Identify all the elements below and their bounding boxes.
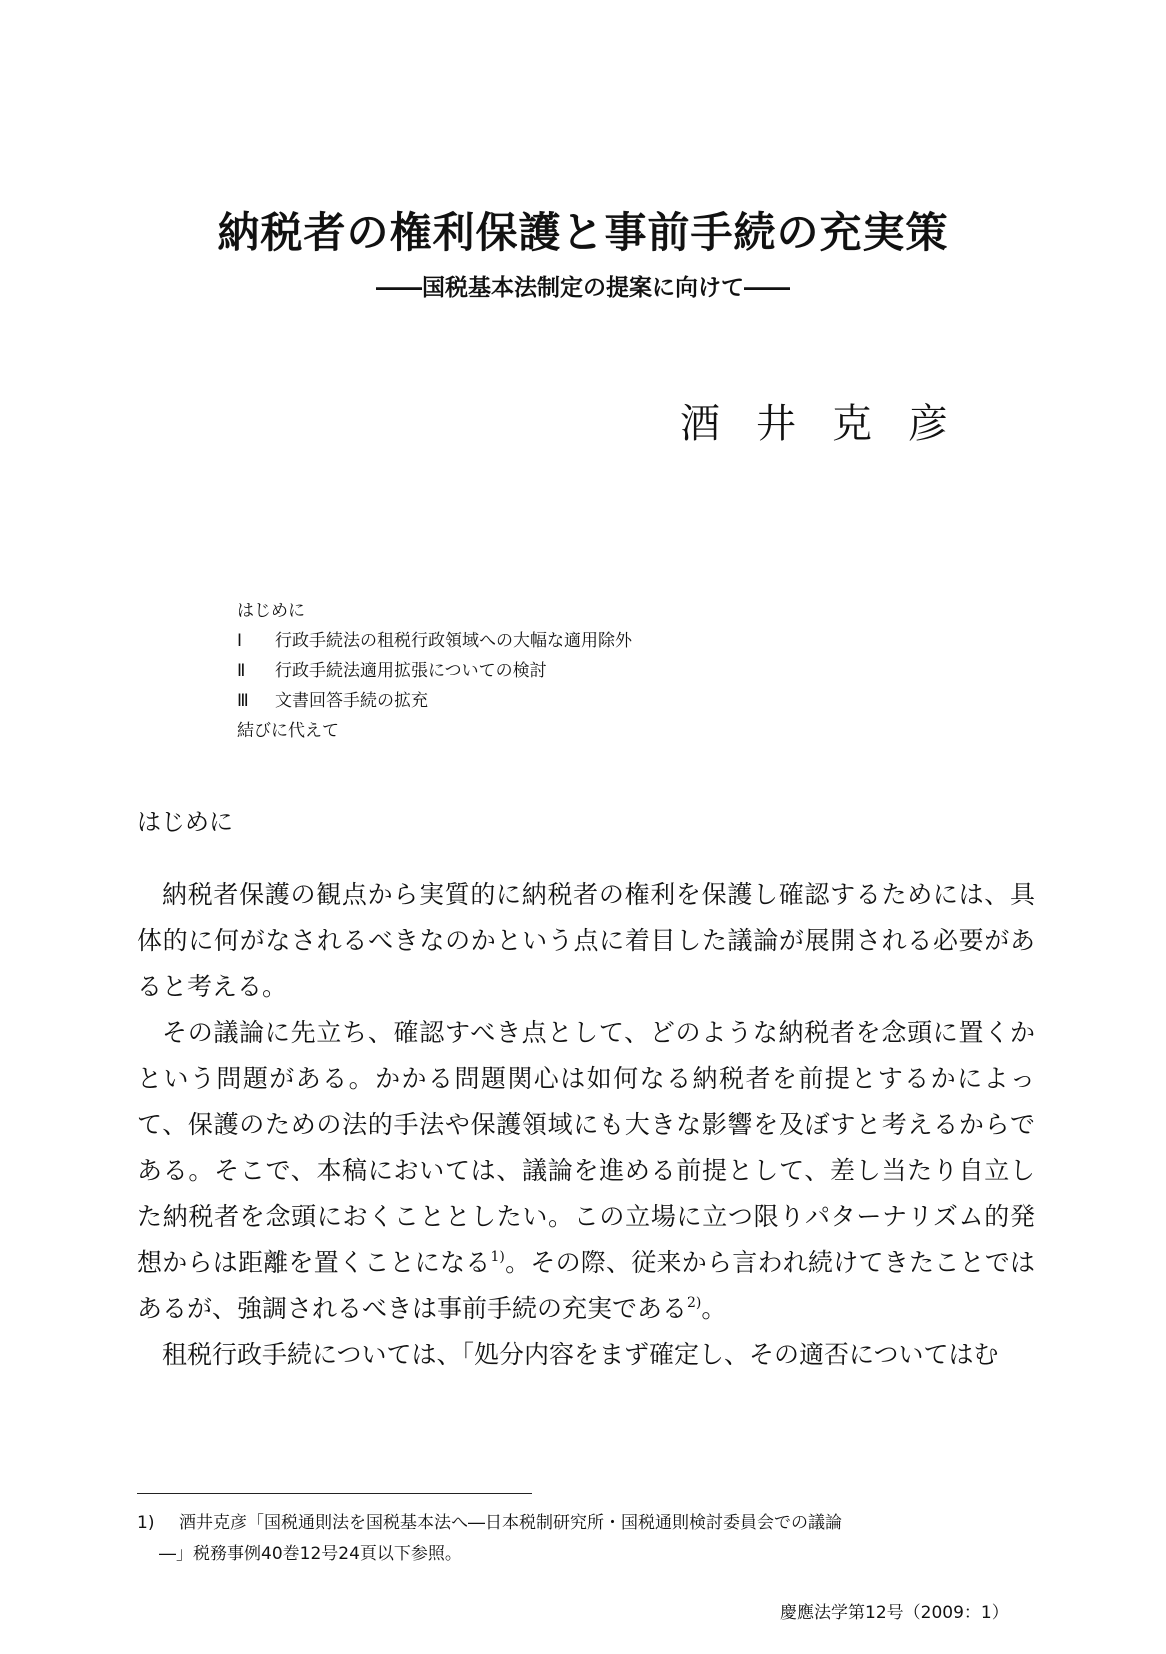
footnote — [137, 1508, 1035, 1570]
toc-item-number: Ⅱ — [237, 661, 246, 681]
paragraph-text: その議論に先立ち、確認すべき点として、どのような納税者を念頭に置くかという問題がある。かかる問題関心は如何なる納税者を前提とするかによって、保護のための法的手法や保護領域にも大きな影響を及ぼすと考えるからである。そこで、本稿においては、議論を進める前提として、差し当たり自立した納税者を念頭におくこととしたい。この立場に立つ限りパターナリズム的発想からは距離を置くことになる — [137, 1018, 1035, 1277]
footnote-ref[interactable]: 2) — [687, 1295, 702, 1311]
footnote-line — [137, 1508, 1035, 1539]
body-paragraph: 租税行政手続については、「処分内容をまず確定し、その適否についてはむ — [162, 1340, 999, 1369]
toc-intro: はじめに — [237, 601, 305, 621]
section-heading: はじめに — [137, 808, 233, 836]
toc-item — [237, 686, 632, 716]
paragraph-text: 。 — [701, 1294, 727, 1323]
article-subtitle: ――国税基本法制定の提案に向けて―― — [376, 274, 790, 301]
footnote-divider — [137, 1493, 532, 1494]
body-paragraph: 納税者保護の観点から実質的に納税者の権利を保護し確認するためには、具体的に何がなされるべきなのかという点に着目した議論が展開される必要があると考える。 — [137, 880, 1035, 1001]
toc-item — [237, 656, 632, 686]
footnote-text: 酒井克彦「国税通則法を国税基本法へ―日本税制研究所・国税通則検討委員会での議論 — [179, 1513, 842, 1533]
paragraph-text: 。その際、従来から言われ続けてきたことではあるが、強調されるべきは事前手続の充実である — [137, 1248, 1035, 1323]
footnote-line-continued: ―」税務事例40巻12号24頁以下参照。 — [159, 1544, 462, 1564]
toc-item-number: Ⅰ — [237, 631, 243, 651]
toc-item — [237, 626, 632, 656]
toc-item-label: 行政手続法適用拡張についての検討 — [275, 661, 547, 681]
toc-item-number: Ⅲ — [237, 691, 249, 711]
author-name: 酒井克彦 — [680, 401, 984, 447]
toc-conclusion: 結びに代えて — [237, 721, 339, 741]
body-text — [137, 872, 1035, 1378]
body-paragraph — [137, 1010, 1035, 1332]
footnote-ref[interactable]: 1) — [490, 1249, 505, 1265]
article-title: 納税者の権利保護と事前手続の充実策 — [217, 208, 949, 257]
table-of-contents — [237, 596, 632, 746]
journal-footer: 慶應法学第12号（2009：1） — [780, 1603, 1009, 1623]
toc-item-label: 文書回答手続の拡充 — [275, 691, 428, 711]
footnote-marker: 1) — [137, 1513, 155, 1533]
toc-item-label: 行政手続法の租税行政領域への大幅な適用除外 — [275, 631, 632, 651]
